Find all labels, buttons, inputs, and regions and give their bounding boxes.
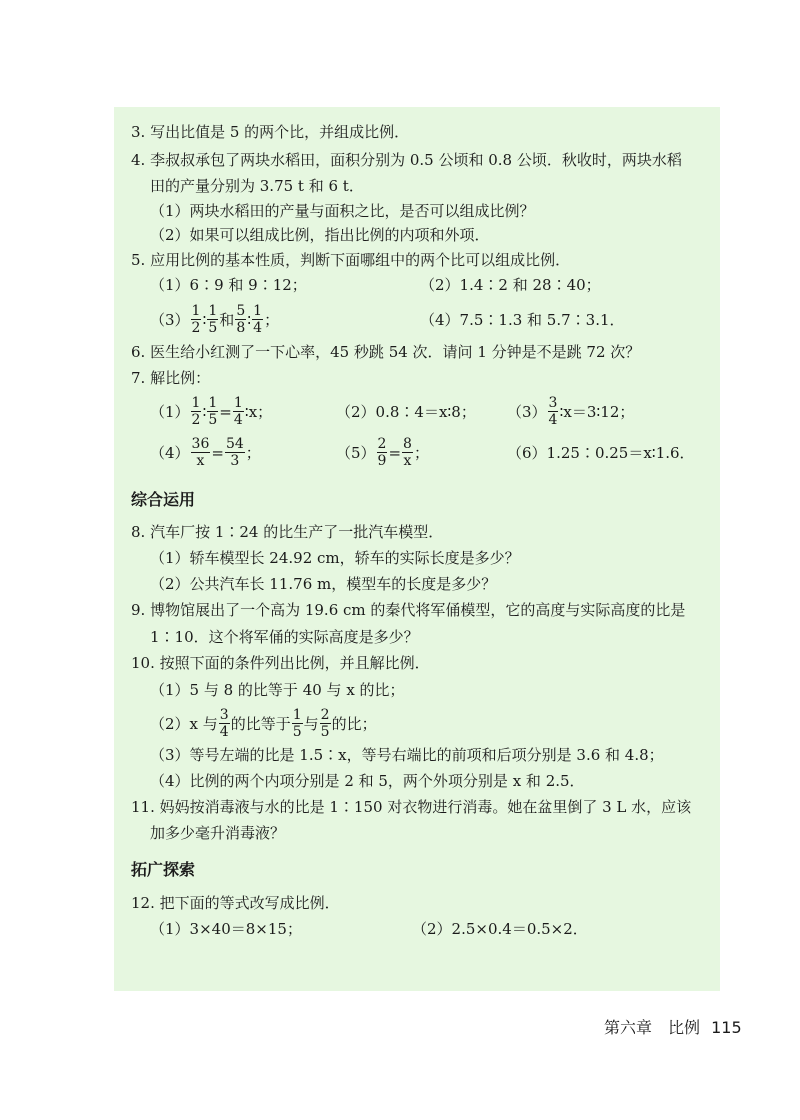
exercise-3: 3. 写出比值是 5 的两个比，并组成比例． xyxy=(131,123,410,141)
label: （3） xyxy=(150,310,190,329)
fraction: $\frac{3}{4}$ xyxy=(548,395,558,428)
fraction: $\frac{1}{2}$ xyxy=(191,303,201,336)
fraction: $\frac{1}{2}$ xyxy=(191,395,201,428)
exercise-5-d: （4）7.5∶1.3 和 5.7∶3.1． xyxy=(420,311,625,329)
section-heading-comprehensive: 综合运用 xyxy=(131,490,196,509)
exercise-7-d: （4） $\frac{36}{x}$ = $\frac{54}{3}$ ； xyxy=(150,436,261,469)
fraction: $\frac{54}{3}$ xyxy=(225,436,244,469)
exercise-10-title: 10. 按照下面的条件列出比例，并且解比例． xyxy=(131,654,430,672)
fraction: $\frac{1}{5}$ xyxy=(208,395,218,428)
chapter-title: 第六章 比例 xyxy=(604,1018,701,1037)
exercise-12-a: （1）3×40＝8×15； xyxy=(150,920,302,938)
fraction: $\frac{36}{x}$ xyxy=(191,436,210,469)
fraction: $\frac{2}{5}$ xyxy=(320,707,330,740)
exercise-10-sub3: （3）等号左端的比是 1.5∶x，等号右端比的前项和后项分别是 3.6 和 4.8； xyxy=(150,746,664,764)
exercise-4-line2: 田的产量分别为 3.75 t 和 6 t． xyxy=(150,177,364,195)
fraction: $\frac{1}{4}$ xyxy=(253,303,263,336)
exercise-6: 6. 医生给小红测了一下心率，45 秒跳 54 次．请问 1 分钟是不是跳 72 次？ xyxy=(131,343,641,361)
exercise-12-title: 12. 把下面的等式改写成比例． xyxy=(131,894,340,912)
exercise-8-title: 8. 汽车厂按 1∶24 的比生产了一批汽车模型． xyxy=(131,523,444,541)
exercise-4-sub2: （2）如果可以组成比例，指出比例的内项和外项． xyxy=(150,226,490,244)
exercise-8-sub2: （2）公共汽车长 11.76 m，模型车的长度是多少？ xyxy=(150,575,497,593)
exercise-5-c: （3） $\frac{1}{2}$ ∶ $\frac{1}{5}$ 和 $\frac{5}{8}$ ∶ $\frac{1}{4}$ ； xyxy=(150,303,280,336)
fraction: $\frac{5}{8}$ xyxy=(236,303,246,336)
fraction: $\frac{8}{x}$ xyxy=(403,436,412,469)
fraction: $\frac{1}{5}$ xyxy=(292,707,302,740)
exercise-5-title: 5. 应用比例的基本性质，判断下面哪组中的两个比可以组成比例． xyxy=(131,251,571,269)
exercise-7-c: （3） $\frac{3}{4}$ ∶x＝3∶12； xyxy=(507,395,635,428)
exercise-10-sub4: （4）比例的两个内项分别是 2 和 5，两个外项分别是 x 和 2.5． xyxy=(150,772,585,790)
exercise-10-sub1: （1）5 与 8 的比等于 40 与 x 的比； xyxy=(150,681,405,699)
exercise-7-e: （5） $\frac{2}{9}$ = $\frac{8}{x}$ ； xyxy=(336,436,429,469)
exercise-5-b: （2）1.4∶2 和 28∶40； xyxy=(420,276,601,294)
exercise-4-sub1: （1）两块水稻田的产量与面积之比，是否可以组成比例？ xyxy=(150,202,535,220)
exercise-8-sub1: （1）轿车模型长 24.92 cm，轿车的实际长度是多少？ xyxy=(150,549,520,567)
exercise-9-line1: 9. 博物馆展出了一个高为 19.6 cm 的秦代将军俑模型，它的高度与实际高度的比是 xyxy=(131,601,686,619)
exercise-10-sub2: （2）x 与 $\frac{3}{4}$ 的比等于 $\frac{1}{5}$ 与 $\frac{2}{5}$ 的比； xyxy=(150,707,377,740)
exercise-7-a: （1） $\frac{1}{2}$ ∶ $\frac{1}{5}$ = $\frac{1}{4}$ ∶x； xyxy=(150,395,273,428)
exercise-5-a: （1）6∶9 和 9∶12； xyxy=(150,276,307,294)
exercise-12-b: （2）2.5×0.4＝0.5×2． xyxy=(412,920,588,938)
exercise-7-f: （6）1.25∶0.25＝x∶1.6． xyxy=(507,444,695,462)
section-heading-extension: 拓广探索 xyxy=(131,860,196,879)
exercise-9-line2: 1∶10．这个将军俑的实际高度是多少？ xyxy=(150,628,419,646)
exercise-11-line2: 加多少毫升消毒液？ xyxy=(150,824,286,842)
fraction: $\frac{1}{5}$ xyxy=(208,303,218,336)
page-number: 115 xyxy=(711,1018,742,1037)
page-footer xyxy=(604,1017,742,1039)
fraction: $\frac{3}{4}$ xyxy=(219,707,229,740)
exercise-7-b: （2）0.8∶4＝x∶8； xyxy=(336,403,476,421)
fraction: $\frac{1}{4}$ xyxy=(233,395,243,428)
exercise-4-line1: 4. 李叔叔承包了两块水稻田，面积分别为 0.5 公顷和 0.8 公顷．秋收时，两块水稻 xyxy=(131,151,682,169)
exercise-11-line1: 11. 妈妈按消毒液与水的比是 1∶150 对衣物进行消毒。她在盆里倒了 3 L 水，应该 xyxy=(131,798,692,816)
exercise-7-title: 7. 解比例： xyxy=(131,369,211,387)
fraction: $\frac{2}{9}$ xyxy=(377,436,387,469)
